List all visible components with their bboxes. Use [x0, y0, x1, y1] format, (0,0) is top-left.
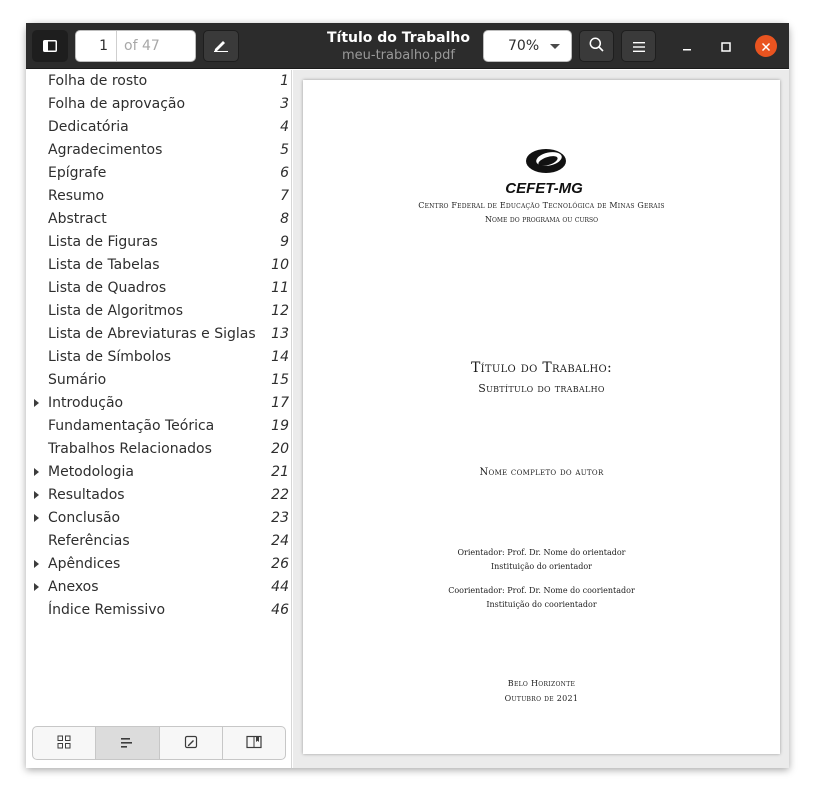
- outline-item-label: Resumo: [48, 188, 105, 204]
- outline-item-page: 46: [271, 602, 289, 618]
- sidebar: [26, 70, 292, 768]
- outline-item[interactable]: [26, 369, 292, 392]
- outline-item-page: 15: [271, 372, 289, 388]
- chevron-down-icon: [550, 44, 560, 49]
- expander-arrow-icon[interactable]: [34, 468, 39, 476]
- outline-item-page: 22: [271, 487, 289, 503]
- outline-item-page: 5: [280, 142, 289, 158]
- document-title: Título do Trabalho: [326, 30, 471, 46]
- date: Outubro de 2021: [504, 694, 579, 703]
- outline-item-label: Apêndices: [48, 556, 121, 572]
- outline-item-label: Introdução: [48, 395, 124, 411]
- outline-item[interactable]: [26, 461, 292, 484]
- outline-item[interactable]: [26, 438, 292, 461]
- hamburger-icon: [633, 37, 645, 56]
- outline-item[interactable]: [26, 530, 292, 553]
- institution-name: Centro Federal de Educação Tecnológica de Minas Gerais: [418, 201, 665, 210]
- zoom-selector[interactable]: [483, 30, 572, 62]
- outline-item-label: Lista de Quadros: [48, 280, 167, 296]
- outline-item-page: 19: [271, 418, 289, 434]
- outline-item-label: Resultados: [48, 487, 125, 503]
- outline-item-label: Lista de Tabelas: [48, 257, 160, 273]
- outline-icon: [120, 734, 134, 753]
- outline-item-label: Lista de Algoritmos: [48, 303, 184, 319]
- document-viewer-window: [26, 23, 789, 768]
- outline-item-label: Sumário: [48, 372, 107, 388]
- tab-annotations[interactable]: [160, 727, 223, 759]
- tab-bookmarks[interactable]: [223, 727, 285, 759]
- outline-item-page: 14: [271, 349, 289, 365]
- outline-item[interactable]: [26, 231, 292, 254]
- outline-item-label: Fundamentação Teórica: [48, 418, 215, 434]
- outline-item-page: 23: [271, 510, 289, 526]
- outline-item[interactable]: [26, 346, 292, 369]
- pdf-page: [303, 80, 780, 754]
- outline-item[interactable]: [26, 576, 292, 599]
- city: Belo Horizonte: [507, 679, 576, 688]
- outline-item-page: 6: [280, 165, 289, 181]
- sidebar-icon: [43, 37, 57, 56]
- outline-item[interactable]: [26, 300, 292, 323]
- maximize-button[interactable]: [716, 36, 736, 56]
- outline-item-page: 24: [271, 533, 289, 549]
- document-view[interactable]: [293, 70, 789, 768]
- advisor-line: Orientador: Prof. Dr. Nome do orientador: [457, 548, 626, 557]
- expander-arrow-icon[interactable]: [34, 491, 39, 499]
- expander-arrow-icon[interactable]: [34, 560, 39, 568]
- outline-item-label: Lista de Símbolos: [48, 349, 172, 365]
- outline-item-label: Referências: [48, 533, 130, 549]
- expander-arrow-icon[interactable]: [34, 583, 39, 591]
- close-icon: [761, 37, 771, 56]
- outline-item[interactable]: [26, 323, 292, 346]
- minimize-icon: [682, 37, 692, 56]
- thumbnails-icon: [57, 734, 71, 753]
- search-button[interactable]: [579, 30, 614, 62]
- outline-item-label: Lista de Abreviaturas e Siglas: [48, 326, 256, 342]
- outline-item[interactable]: [26, 507, 292, 530]
- outline-tree: [26, 70, 292, 622]
- outline-item-label: Lista de Figuras: [48, 234, 158, 250]
- outline-item-label: Dedicatória: [48, 119, 129, 135]
- outline-item[interactable]: [26, 70, 292, 93]
- outline-item[interactable]: [26, 599, 292, 622]
- outline-item[interactable]: [26, 553, 292, 576]
- outline-item[interactable]: [26, 162, 292, 185]
- bookmarks-icon: [246, 734, 262, 753]
- outline-item-page: 3: [280, 96, 289, 112]
- outline-item[interactable]: [26, 116, 292, 139]
- outline-item-page: 26: [271, 556, 289, 572]
- outline-item-page: 12: [271, 303, 289, 319]
- outline-item-label: Epígrafe: [48, 165, 107, 181]
- thesis-subtitle: Subtítulo do trabalho: [478, 382, 605, 395]
- page-number-entry[interactable]: [75, 30, 196, 62]
- current-page-field[interactable]: 1: [76, 31, 117, 61]
- outline-item-page: 7: [280, 188, 289, 204]
- advisor-institution: Instituição do orientador: [490, 562, 593, 571]
- author-name: Nome completo do autor: [479, 467, 604, 478]
- window-title: [316, 29, 481, 64]
- outline-item-label: Metodologia: [48, 464, 135, 480]
- header-bar: [26, 23, 789, 69]
- outline-item-page: 8: [280, 211, 289, 227]
- sidebar-tab-bar: [32, 726, 286, 760]
- outline-item-label: Conclusão: [48, 510, 121, 526]
- search-icon: [589, 37, 604, 56]
- maximize-icon: [721, 37, 731, 56]
- logo-text: CEFET-MG: [505, 180, 583, 197]
- outline-item-page: 11: [271, 280, 289, 296]
- page-total-label: of 47: [124, 38, 160, 54]
- outline-item-page: 20: [271, 441, 289, 457]
- outline-item-page: 4: [280, 119, 289, 135]
- sidebar-toggle-button[interactable]: [32, 30, 68, 62]
- outline-item-page: 9: [280, 234, 289, 250]
- pen-icon: [213, 37, 229, 56]
- outline-item-page: 17: [271, 395, 289, 411]
- main-menu-button[interactable]: [621, 30, 656, 62]
- outline-item[interactable]: [26, 93, 292, 116]
- outline-item-label: Trabalhos Relacionados: [48, 441, 212, 457]
- outline-item[interactable]: [26, 139, 292, 162]
- outline-item[interactable]: [26, 392, 292, 415]
- outline-item-page: 44: [271, 579, 289, 595]
- expander-arrow-icon[interactable]: [34, 399, 39, 407]
- outline-item[interactable]: [26, 208, 292, 231]
- minimize-button[interactable]: [677, 36, 697, 56]
- thesis-title: Título do Trabalho:: [471, 360, 612, 376]
- outline-item[interactable]: [26, 415, 292, 438]
- outline-item-page: 10: [271, 257, 289, 273]
- outline-item-page: 1: [280, 73, 289, 89]
- outline-item[interactable]: [26, 277, 292, 300]
- outline-item-page: 21: [271, 464, 289, 480]
- document-filename: meu-trabalho.pdf: [341, 48, 455, 63]
- tab-outline[interactable]: [96, 727, 159, 759]
- zoom-value: 70%: [508, 38, 540, 54]
- cefet-mg-logo: [505, 146, 583, 197]
- outline-item-label: Agradecimentos: [48, 142, 163, 158]
- expander-arrow-icon[interactable]: [34, 514, 39, 522]
- annotate-button[interactable]: [203, 30, 239, 62]
- annotations-icon: [184, 734, 198, 753]
- outline-item-label: Abstract: [48, 211, 107, 227]
- outline-item-label: Índice Remissivo: [48, 602, 166, 618]
- outline-item-label: Anexos: [48, 579, 99, 595]
- tab-thumbnails[interactable]: [33, 727, 96, 759]
- program-name: Nome do programa ou curso: [484, 215, 599, 224]
- outline-item-label: Folha de aprovação: [48, 96, 186, 112]
- outline-item[interactable]: [26, 185, 292, 208]
- close-button[interactable]: [755, 35, 777, 57]
- coadvisor-line: Coorientador: Prof. Dr. Nome do coorientador: [448, 586, 635, 595]
- outline-item-page: 13: [271, 326, 289, 342]
- outline-item[interactable]: [26, 254, 292, 277]
- coadvisor-institution: Instituição do coorientador: [486, 600, 597, 609]
- outline-item-label: Folha de rosto: [48, 73, 148, 89]
- outline-item[interactable]: [26, 484, 292, 507]
